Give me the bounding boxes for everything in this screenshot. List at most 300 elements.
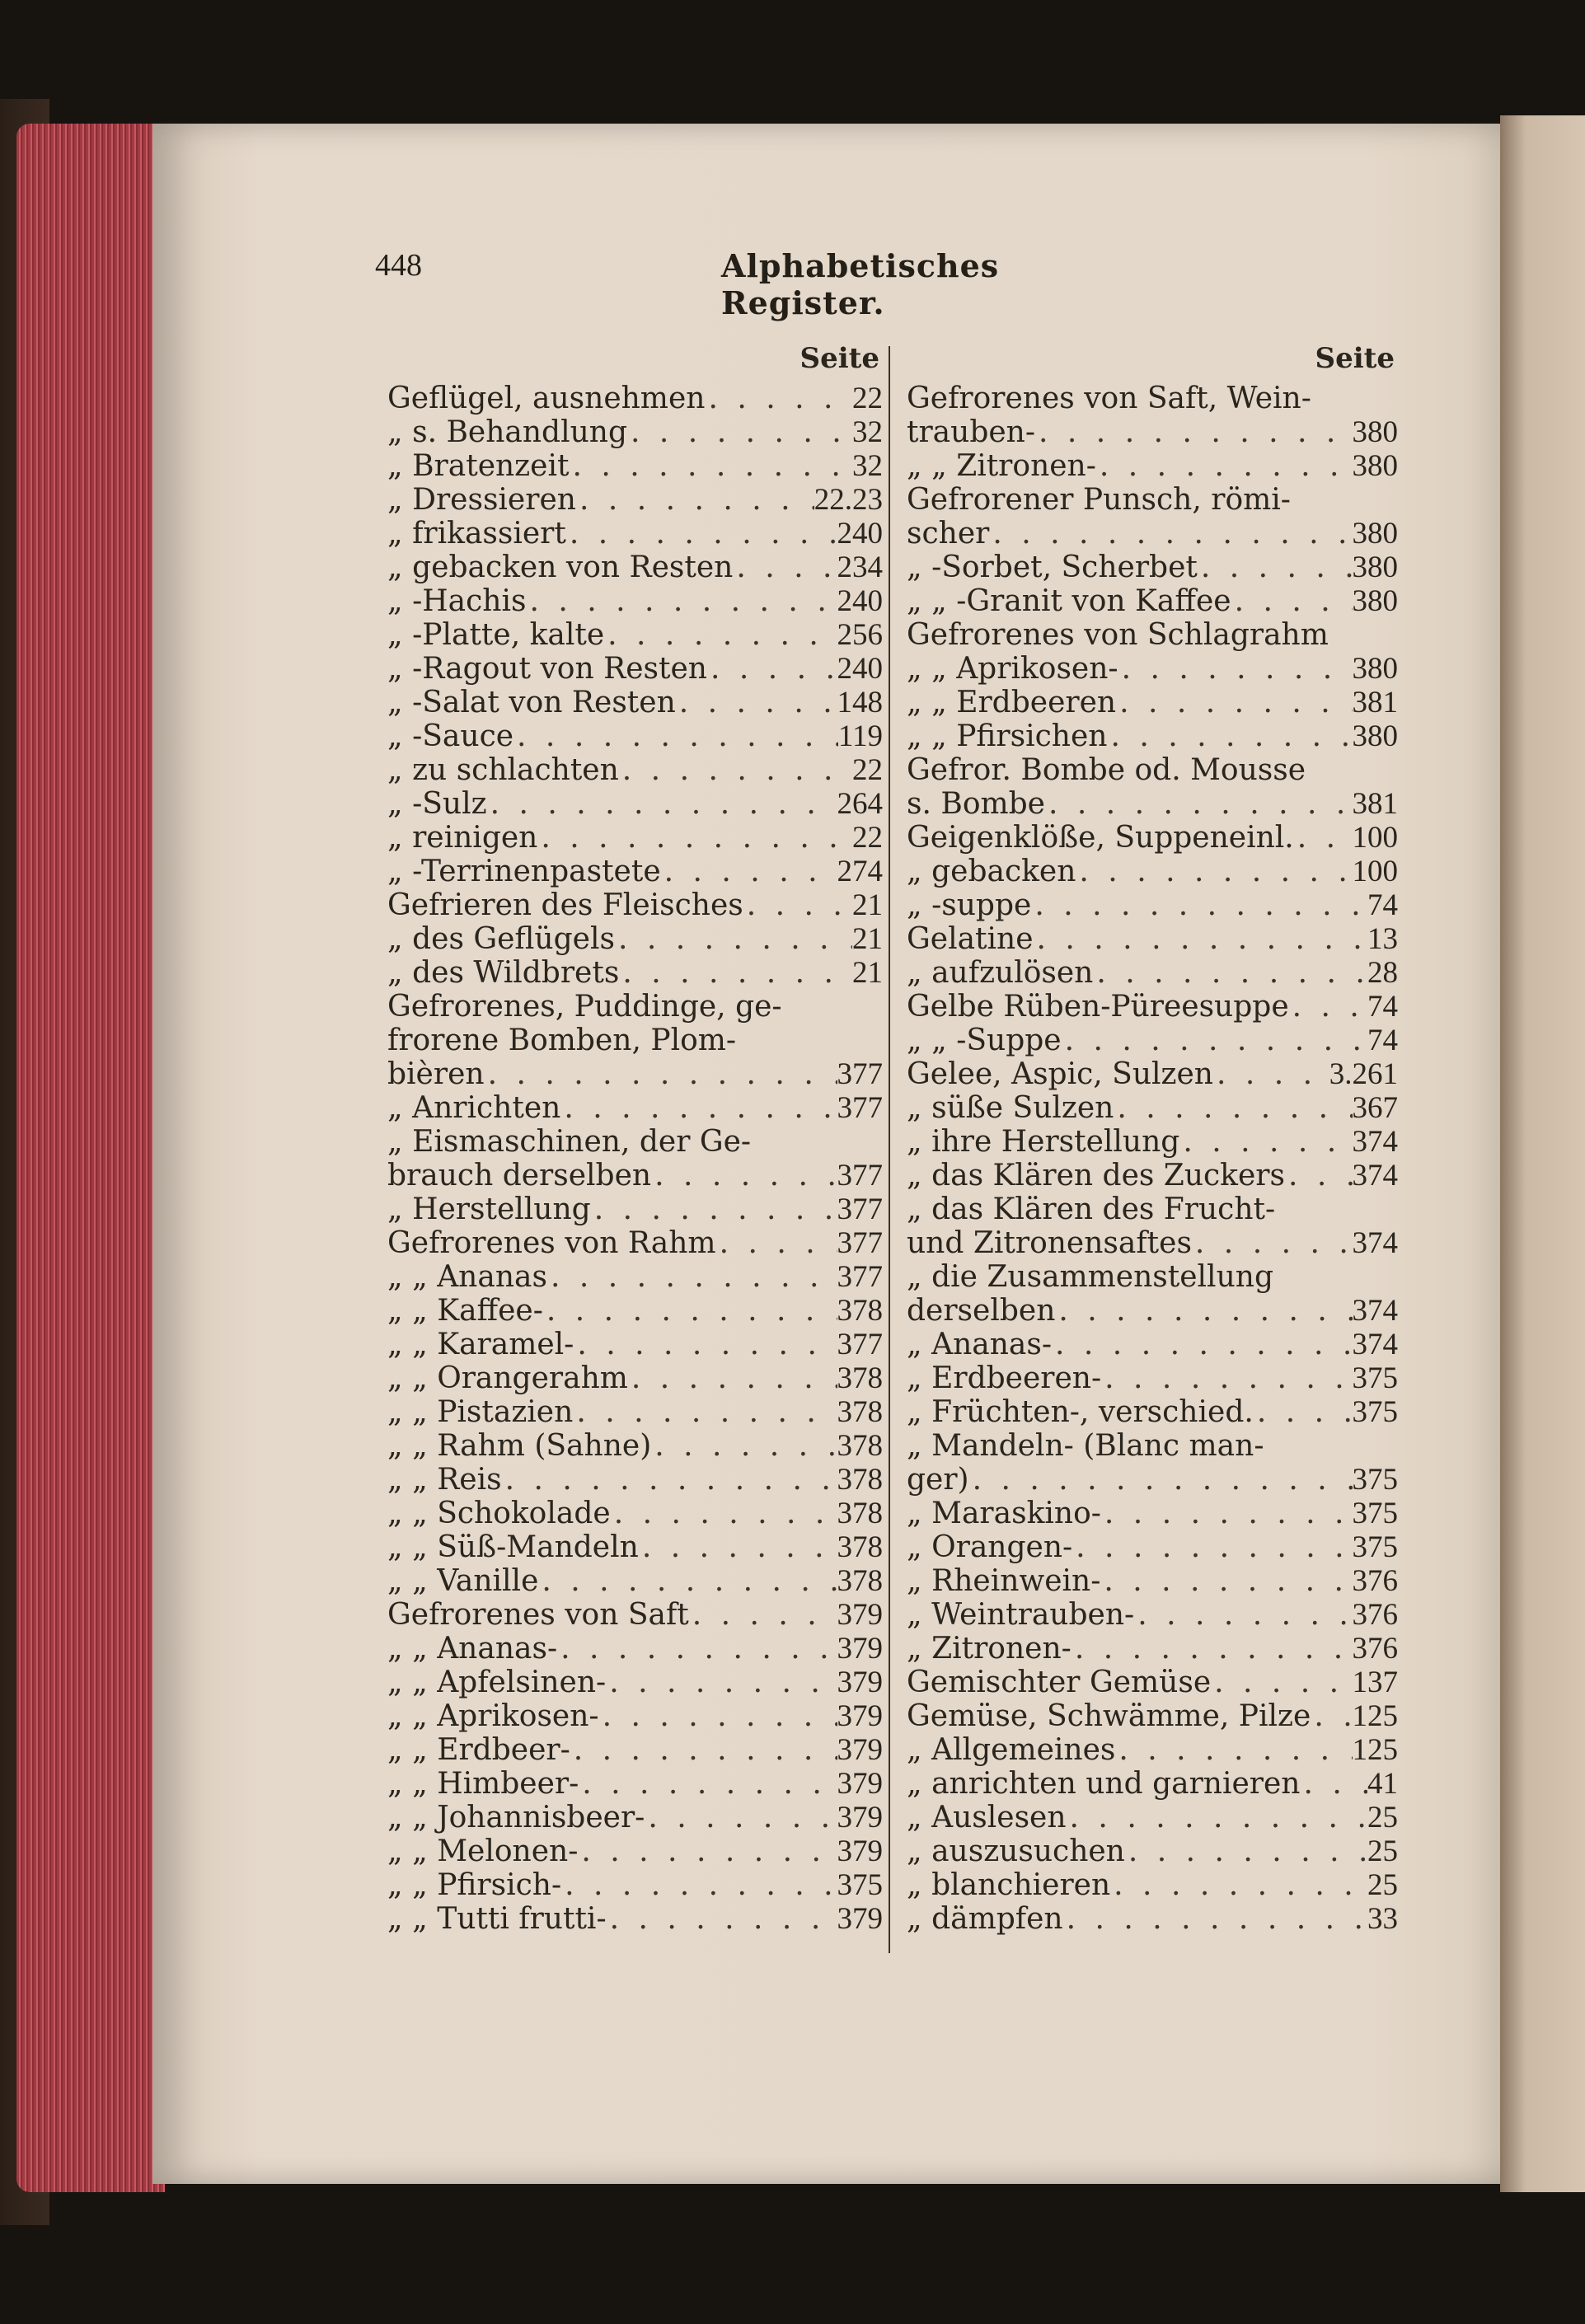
index-entry: [907, 753, 1401, 787]
entry-page-number: 379: [837, 1733, 883, 1767]
entry-page-number: 376: [1352, 1632, 1398, 1666]
entry-page-number: 264: [837, 787, 883, 821]
index-entry: [907, 584, 1401, 618]
entry-page-number: 375: [1352, 1530, 1398, 1564]
leader-dots: [538, 1564, 837, 1598]
index-entry: [907, 1395, 1401, 1429]
leader-dots: [1179, 1125, 1352, 1159]
entry-label: „ auszusuchen: [907, 1834, 1125, 1868]
index-entry: [387, 1666, 886, 1699]
index-entry: [387, 1598, 886, 1632]
entry-label: Gefrieren des Fleisches: [387, 888, 743, 922]
index-entry: [387, 483, 886, 517]
leader-dots: [1213, 1057, 1329, 1091]
entry-page-number: 377: [837, 1192, 883, 1226]
leader-dots: [574, 1328, 837, 1361]
entry-label: Gemüse, Schwämme, Pilze: [907, 1699, 1311, 1733]
entry-page-number: 274: [837, 855, 883, 888]
entry-label: „ „ Schokolade: [387, 1497, 611, 1530]
entry-page-number: 100: [1352, 855, 1398, 888]
index-entry: [907, 618, 1401, 652]
leader-dots: [1096, 449, 1353, 483]
index-entry: [907, 787, 1401, 821]
entry-label: „ -suppe: [907, 888, 1032, 922]
index-entry: [907, 888, 1401, 922]
index-entry: [387, 1192, 886, 1226]
entry-label: scher: [907, 517, 990, 551]
entry-page-number: 74: [1367, 888, 1398, 922]
index-entry: [907, 1429, 1401, 1463]
entry-page-number: 378: [837, 1395, 883, 1429]
entry-label: „ -Ragout von Resten: [387, 652, 707, 686]
index-entry: [907, 1530, 1401, 1564]
index-entry: [387, 618, 886, 652]
entry-label: „ -Platte, kalte: [387, 618, 605, 652]
entry-label: Gefrorenes von Saft: [387, 1598, 689, 1632]
index-entry: [907, 415, 1401, 449]
entry-label: „ Mandeln- (Blanc man-: [907, 1429, 1264, 1463]
entry-label: „ „ Kaffee-: [387, 1294, 543, 1328]
index-entry: [907, 1564, 1401, 1598]
entry-page-number: 379: [837, 1801, 883, 1834]
leader-dots: [1118, 652, 1353, 686]
entry-label: „ „ Johannisbeer-: [387, 1801, 645, 1834]
entry-label: „ „ Ananas-: [387, 1632, 558, 1666]
entry-label: und Zitronensaftes: [907, 1226, 1192, 1260]
entry-label: „ -Terrinenpastete: [387, 855, 661, 888]
entry-page-number: 13: [1367, 922, 1398, 956]
index-entry: [907, 686, 1401, 719]
index-entry: [907, 652, 1401, 686]
entry-label: bièren: [387, 1057, 485, 1091]
entry-page-number: 378: [837, 1429, 883, 1463]
entry-label: Gelbe Rüben-Püreesuppe: [907, 990, 1289, 1024]
index-entry: [907, 1328, 1401, 1361]
index-entry: [387, 686, 886, 719]
leader-dots: [1115, 1733, 1352, 1767]
index-entry: [907, 1125, 1401, 1159]
entry-label: Gelee, Aspic, Sulzen: [907, 1057, 1213, 1091]
entry-label: „ die Zusammenstellung: [907, 1260, 1273, 1294]
entry-label: „ Herstellung: [387, 1192, 591, 1226]
leader-dots: [576, 483, 814, 517]
index-entry: [907, 1598, 1401, 1632]
leader-dots: [1231, 584, 1353, 618]
leader-dots: [502, 1463, 837, 1497]
index-entry: [387, 922, 886, 956]
index-entry: [387, 1091, 886, 1125]
entry-page-number: 374: [1352, 1328, 1398, 1361]
leader-dots: [1211, 1666, 1352, 1699]
index-entry: [907, 855, 1401, 888]
leader-dots: [578, 1834, 837, 1868]
entry-label: „ „ Orangerahm: [387, 1361, 628, 1395]
entry-page-number: 380: [1352, 652, 1398, 686]
entry-page-number: 380: [1352, 551, 1398, 584]
entry-page-number: 22: [852, 753, 883, 787]
leader-dots: [639, 1530, 837, 1564]
index-entry: [907, 1361, 1401, 1395]
leader-dots: [561, 1868, 837, 1902]
entry-label: „ Ananas-: [907, 1328, 1053, 1361]
leader-dots: [1072, 1632, 1353, 1666]
leader-dots: [1294, 821, 1353, 855]
leader-dots: [1045, 787, 1353, 821]
index-entry: [387, 719, 886, 753]
entry-page-number: 22.23: [814, 483, 883, 517]
entry-label: „ frikassiert: [387, 517, 566, 551]
entry-label: „ „ Karamel-: [387, 1328, 574, 1361]
entry-label: s. Bombe: [907, 787, 1045, 821]
entry-label: „ „ Ananas: [387, 1260, 547, 1294]
entry-page-number: 21: [852, 922, 883, 956]
index-entry: [387, 1361, 886, 1395]
entry-label: Gemischter Gemüse: [907, 1666, 1212, 1699]
entry-label: „ des Wildbrets: [387, 956, 620, 990]
column-heading: Seite: [800, 342, 879, 375]
entry-label: „ Anrichten: [387, 1091, 561, 1125]
leader-dots: [1034, 922, 1367, 956]
entry-label: „ Maraskino-: [907, 1497, 1101, 1530]
index-entry: [907, 1733, 1401, 1767]
index-entry: [387, 1530, 886, 1564]
entry-label: „ Auslesen: [907, 1801, 1067, 1834]
index-entry: [387, 1260, 886, 1294]
index-entry: [387, 1767, 886, 1801]
leader-dots: [651, 1429, 837, 1463]
entry-label: „ „ Melonen-: [387, 1834, 579, 1868]
index-entry: [387, 956, 886, 990]
leader-dots: [1192, 1226, 1353, 1260]
entry-page-number: 379: [837, 1699, 883, 1733]
entry-label: „ -Sorbet, Scherbet: [907, 551, 1198, 584]
index-entry: [907, 1868, 1401, 1902]
leader-dots: [485, 1057, 837, 1091]
entry-label: „ „ Apfelsinen-: [387, 1666, 607, 1699]
entry-page-number: 74: [1367, 990, 1398, 1024]
leader-dots: [1198, 551, 1353, 584]
entry-label: „ Dressieren: [387, 483, 576, 517]
entry-label: „ -Hachis: [387, 584, 527, 618]
entry-page-number: 125: [1352, 1699, 1398, 1733]
index-entry: [387, 517, 886, 551]
entry-page-number: 378: [837, 1564, 883, 1598]
entry-page-number: 380: [1352, 719, 1398, 753]
entry-label: trauben-: [907, 415, 1036, 449]
index-column-left: [387, 342, 886, 1936]
leader-dots: [1101, 1497, 1353, 1530]
leader-dots: [1289, 990, 1367, 1024]
leader-dots: [579, 1767, 837, 1801]
entry-label: Gelatine: [907, 922, 1034, 956]
leader-dots: [607, 1902, 837, 1936]
index-entry: [907, 1902, 1401, 1936]
leader-dots: [611, 1497, 837, 1530]
leader-dots: [1062, 1024, 1367, 1057]
index-entry: [907, 1632, 1401, 1666]
entry-label: „ „ -Granit von Kaffee: [907, 584, 1231, 618]
leader-dots: [705, 382, 852, 415]
entry-page-number: 375: [1352, 1395, 1398, 1429]
leader-dots: [1055, 1294, 1352, 1328]
entry-page-number: 378: [837, 1463, 883, 1497]
entry-page-number: 376: [1352, 1564, 1398, 1598]
entry-label: „ Allgemeines: [907, 1733, 1116, 1767]
entry-page-number: 375: [1352, 1497, 1398, 1530]
entry-page-number: 377: [837, 1057, 883, 1091]
entry-page-number: 25: [1367, 1834, 1398, 1868]
index-entry: [907, 1226, 1401, 1260]
page-number: 448: [375, 248, 422, 283]
entry-page-number: 240: [837, 652, 883, 686]
index-entry: [907, 1767, 1401, 1801]
index-entry: [387, 449, 886, 483]
leader-dots: [651, 1159, 837, 1192]
leader-dots: [487, 787, 837, 821]
entry-label: „ „ Pistazien: [387, 1395, 574, 1429]
index-entry: [387, 888, 886, 922]
entry-page-number: 381: [1352, 686, 1398, 719]
entry-label: „ süße Sulzen: [907, 1091, 1114, 1125]
entry-page-number: 378: [837, 1530, 883, 1564]
index-entry: [907, 821, 1401, 855]
leader-dots: [619, 956, 852, 990]
entry-page-number: 21: [852, 956, 883, 990]
entry-page-number: 374: [1352, 1226, 1398, 1260]
index-entry: [907, 382, 1401, 415]
entry-label: „ das Klären des Zuckers: [907, 1159, 1285, 1192]
entry-page-number: 375: [1352, 1463, 1398, 1497]
entry-page-number: 100: [1352, 821, 1398, 855]
index-entry: [907, 922, 1401, 956]
index-entry: [907, 1192, 1401, 1226]
entry-label: Gefrorenes von Schlagrahm: [907, 618, 1329, 652]
index-entry: [387, 1497, 886, 1530]
entry-page-number: 25: [1367, 1801, 1398, 1834]
index-entry: [387, 1024, 886, 1057]
index-entry: [907, 1699, 1401, 1733]
leader-dots: [1134, 1598, 1352, 1632]
leader-dots: [1125, 1834, 1367, 1868]
index-entry: [387, 1429, 886, 1463]
entry-label: „ „ Rahm (Sahne): [387, 1429, 652, 1463]
index-entry: [387, 1159, 886, 1192]
entry-label: „ „ Vanille: [387, 1564, 539, 1598]
entry-page-number: 377: [837, 1328, 883, 1361]
leader-dots: [743, 888, 852, 922]
entry-label: „ ihre Herstellung: [907, 1125, 1180, 1159]
entry-page-number: 21: [852, 888, 883, 922]
entry-page-number: 374: [1352, 1125, 1398, 1159]
leader-dots: [661, 855, 837, 888]
index-entry: [907, 1057, 1401, 1091]
entry-label: Geflügel, ausnehmen: [387, 382, 706, 415]
entry-label: „ „ -Suppe: [907, 1024, 1062, 1057]
index-entry: [387, 1902, 886, 1936]
entry-page-number: 378: [837, 1294, 883, 1328]
index-entry: [907, 1666, 1401, 1699]
index-entry: [907, 449, 1401, 483]
index-entry: [387, 415, 886, 449]
page-edges: [16, 124, 165, 2192]
entry-label: „ Weintrauben-: [907, 1598, 1135, 1632]
entry-page-number: 381: [1352, 787, 1398, 821]
entry-page-number: 380: [1352, 584, 1398, 618]
entry-label: „ anrichten und garnieren: [907, 1767, 1301, 1801]
entry-label: „ blanchieren: [907, 1868, 1111, 1902]
index-entry: [387, 990, 886, 1024]
index-entry: [907, 956, 1401, 990]
entry-page-number: 374: [1352, 1294, 1398, 1328]
entry-page-number: 379: [837, 1632, 883, 1666]
entry-page-number: 379: [837, 1834, 883, 1868]
entry-page-number: 375: [1352, 1361, 1398, 1395]
entry-page-number: 148: [837, 686, 883, 719]
leader-dots: [604, 618, 837, 652]
entry-label: „ „ Pfirsich-: [387, 1868, 562, 1902]
leader-dots: [543, 1294, 837, 1328]
index-entry: [387, 1057, 886, 1091]
leader-dots: [1072, 1530, 1352, 1564]
index-entries: [907, 382, 1401, 1936]
leader-dots: [569, 449, 852, 483]
leader-dots: [707, 652, 837, 686]
entry-page-number: 378: [837, 1497, 883, 1530]
entry-label: „ „ Himbeer-: [387, 1767, 579, 1801]
index-entry: [907, 1024, 1401, 1057]
index-entry: [387, 652, 886, 686]
entry-label: „ Eismaschinen, der Ge-: [387, 1125, 752, 1159]
index-entry: [387, 1395, 886, 1429]
entry-label: „ „ Pfirsichen: [907, 719, 1108, 753]
leader-dots: [537, 821, 852, 855]
column-heading: Seite: [1315, 342, 1395, 375]
entry-label: „ reinigen: [387, 821, 538, 855]
index-column-right: [907, 342, 1401, 1936]
entry-page-number: 367: [1352, 1091, 1398, 1125]
entry-label: „ gebacken von Resten: [387, 551, 734, 584]
entry-label: „ -Sulz: [387, 787, 487, 821]
entry-page-number: 22: [852, 821, 883, 855]
entry-page-number: 377: [837, 1091, 883, 1125]
index-entry: [387, 787, 886, 821]
index-entry: [387, 551, 886, 584]
page-header: [375, 247, 1047, 321]
entry-page-number: 32: [852, 415, 883, 449]
leader-dots: [989, 517, 1352, 551]
facing-page-edge: [1500, 115, 1585, 2192]
index-entry: [387, 855, 886, 888]
entry-page-number: 28: [1367, 956, 1398, 990]
entry-label: Gefrorenes von Saft, Wein-: [907, 382, 1311, 415]
leader-dots: [591, 1192, 837, 1226]
column-divider: [889, 346, 890, 1953]
entry-label: „ „ Süß-Mandeln: [387, 1530, 639, 1564]
index-entry: [387, 1801, 886, 1834]
leader-dots: [1101, 1361, 1352, 1395]
leader-dots: [513, 719, 838, 753]
index-entry: [387, 1564, 886, 1598]
entry-label: Gefrorenes, Puddinge, ge-: [387, 990, 782, 1024]
leader-dots: [547, 1260, 837, 1294]
index-entry: [387, 1632, 886, 1666]
index-entry: [387, 1294, 886, 1328]
entry-label: „ dämpfen: [907, 1902, 1063, 1936]
index-entry: [387, 821, 886, 855]
index-entry: [387, 1125, 886, 1159]
leader-dots: [716, 1226, 837, 1260]
entry-label: „ „ Reis: [387, 1463, 502, 1497]
entry-label: Gefror. Bombe od. Mousse: [907, 753, 1306, 787]
entry-page-number: 378: [837, 1361, 883, 1395]
entry-label: „ „ Aprikosen-: [387, 1699, 599, 1733]
leader-dots: [615, 922, 852, 956]
leader-dots: [1076, 855, 1352, 888]
leader-dots: [1063, 1902, 1367, 1936]
leader-dots: [1107, 719, 1352, 753]
entry-label: Gefrorenes von Rahm: [387, 1226, 716, 1260]
entry-page-number: 379: [837, 1767, 883, 1801]
entry-label: frorene Bomben, Plom-: [387, 1024, 737, 1057]
leader-dots: [606, 1666, 837, 1699]
entry-label: „ gebacken: [907, 855, 1076, 888]
leader-dots: [689, 1598, 837, 1632]
index-entry: [907, 1294, 1401, 1328]
entry-label: „ „ Erdbeer-: [387, 1733, 570, 1767]
leader-dots: [733, 551, 837, 584]
index-entry: [907, 719, 1401, 753]
index-entry: [907, 1091, 1401, 1125]
index-entry: [907, 1260, 1401, 1294]
entry-label: derselben: [907, 1294, 1056, 1328]
leader-dots: [560, 1091, 837, 1125]
index-entry: [387, 1463, 886, 1497]
entry-page-number: 41: [1367, 1767, 1398, 1801]
index-entry: [387, 753, 886, 787]
leader-dots: [1301, 1767, 1368, 1801]
entry-page-number: 379: [837, 1598, 883, 1632]
entry-label: „ „ Zitronen-: [907, 449, 1096, 483]
index-entry: [907, 1801, 1401, 1834]
leader-dots: [1110, 1868, 1367, 1902]
leader-dots: [1285, 1159, 1353, 1192]
entry-page-number: 380: [1352, 415, 1398, 449]
entry-label: „ aufzulösen: [907, 956, 1094, 990]
leader-dots: [1093, 956, 1367, 990]
entry-label: „ das Klären des Frucht-: [907, 1192, 1276, 1226]
entry-label: „ -Salat von Resten: [387, 686, 676, 719]
entry-label: „ Rheinwein-: [907, 1564, 1101, 1598]
entry-page-number: 376: [1352, 1598, 1398, 1632]
leader-dots: [557, 1632, 837, 1666]
leader-dots: [676, 686, 837, 719]
entry-page-number: 119: [837, 719, 883, 753]
index-entry: [387, 1226, 886, 1260]
entry-label: brauch derselben: [387, 1159, 652, 1192]
leader-dots: [619, 753, 852, 787]
leader-dots: [566, 517, 837, 551]
entry-label: „ Orangen-: [907, 1530, 1073, 1564]
entry-page-number: 375: [837, 1868, 883, 1902]
entry-label: „ des Geflügels: [387, 922, 615, 956]
entry-label: „ -Sauce: [387, 719, 514, 753]
index-entry: [907, 483, 1401, 517]
entry-label: „ Früchten-, verschied.: [907, 1395, 1254, 1429]
entry-page-number: 377: [837, 1260, 883, 1294]
leader-dots: [1100, 1564, 1352, 1598]
entry-page-number: 379: [837, 1666, 883, 1699]
entry-page-number: 379: [837, 1902, 883, 1936]
